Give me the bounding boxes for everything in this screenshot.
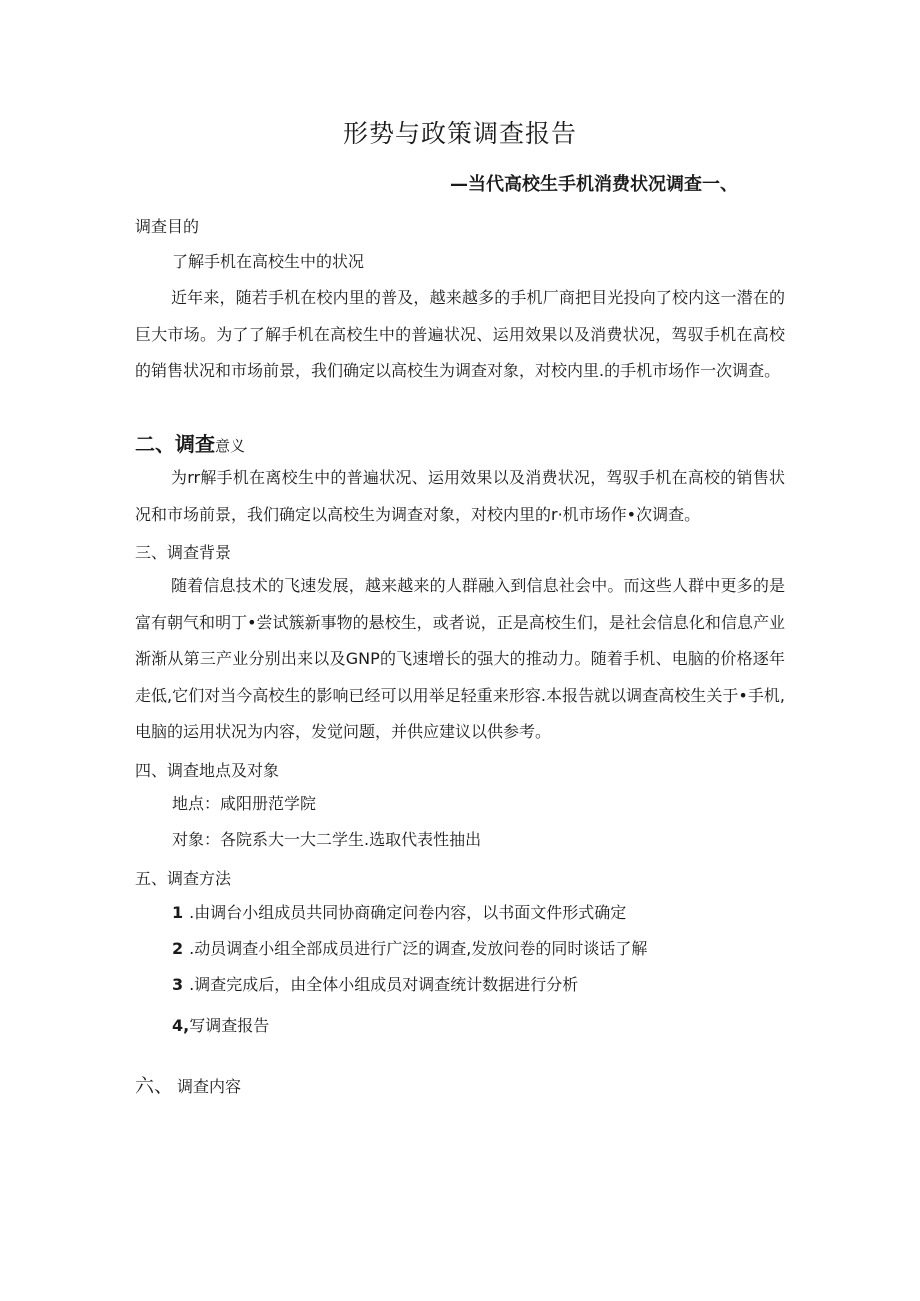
method-item-number: 3	[172, 975, 184, 994]
section-heading-method: 五、调查方法	[135, 869, 232, 888]
method-item-text: 写调查报告	[189, 1016, 270, 1035]
location-place: 地点：咸阳册范学院	[172, 794, 317, 813]
method-item	[172, 939, 647, 959]
method-item	[172, 975, 578, 995]
page-subtitle: —当代高校生手机消费状况调查一、	[450, 174, 738, 195]
method-item-text: .动员调查小组全部成员进行广泛的调查,发放问卷的同时谈话了解	[189, 939, 648, 958]
section-heading-purpose: 调查目的	[135, 217, 200, 236]
significance-heading-main: 二、调查	[135, 432, 215, 456]
purpose-paragraph: 近年来，随若手机在校内里的普及，越来越多的手机厂商把目光投向了校内这一潜在的巨大市场。为了了解手机在高校生中的普遍状况、运用效果以及消费状况，驾驭手机在高校的销售状况和市场前景，我们确定以高校生为调查对象，对校内里.的手机市场作一次调查。	[135, 288, 785, 380]
method-item-number: 1	[172, 903, 184, 922]
section-heading-significance	[135, 428, 245, 457]
significance-paragraph: 为rr解手机在离校生中的普遍状况、运用效果以及消费状况，驾驭手机在高校的销售状况和市场前景，我们确定以高校生为调查对象，对校内里的r·机市场作•次调查。	[135, 468, 785, 524]
method-item-text: .由调台小组成员共同协商确定问卷内容，以书面文件形式确定	[189, 903, 627, 922]
section-heading-background: 三、调查背景	[135, 543, 232, 562]
section-heading-location: 四、调查地点及对象	[135, 761, 280, 780]
purpose-summary: 了解手机在高校生中的状况	[172, 252, 365, 271]
section-heading-content	[135, 1071, 241, 1098]
method-item	[172, 903, 626, 923]
content-heading-text: 调查内容	[177, 1077, 242, 1096]
content-heading-number: 六、	[135, 1075, 174, 1097]
significance-heading-tail: 意义	[215, 437, 246, 455]
method-item	[172, 1016, 269, 1036]
method-item-number: 4,	[172, 1016, 190, 1035]
page-title: 形势与政策调查报告	[342, 119, 577, 148]
background-paragraph: 随着信息技术的飞速发展，越来越来的人群融入到信息社会中。而这些人群中更多的是富有朝气和明丁•尝试簇新事物的悬校生，或者说，正是高校生们，是社会信息化和信息产业渐渐从第三产业分别出来以及GNP的飞速增长的强大的推动力。随着手机、电脑的价格逐年走低,它们对当今高校生的影响已经可以用举足轻重来形容.本报告就以调查高校生关于•手机,电脑的运用状况为内容，发觉问题，并供应建议以供参考。	[135, 576, 785, 741]
method-item-text: .调查完成后，由全体小组成员对调查统计数据进行分析	[189, 975, 579, 994]
method-item-number: 2	[172, 939, 184, 958]
location-target: 对象：各院系大一大二学生.选取代表性抽出	[172, 830, 482, 849]
